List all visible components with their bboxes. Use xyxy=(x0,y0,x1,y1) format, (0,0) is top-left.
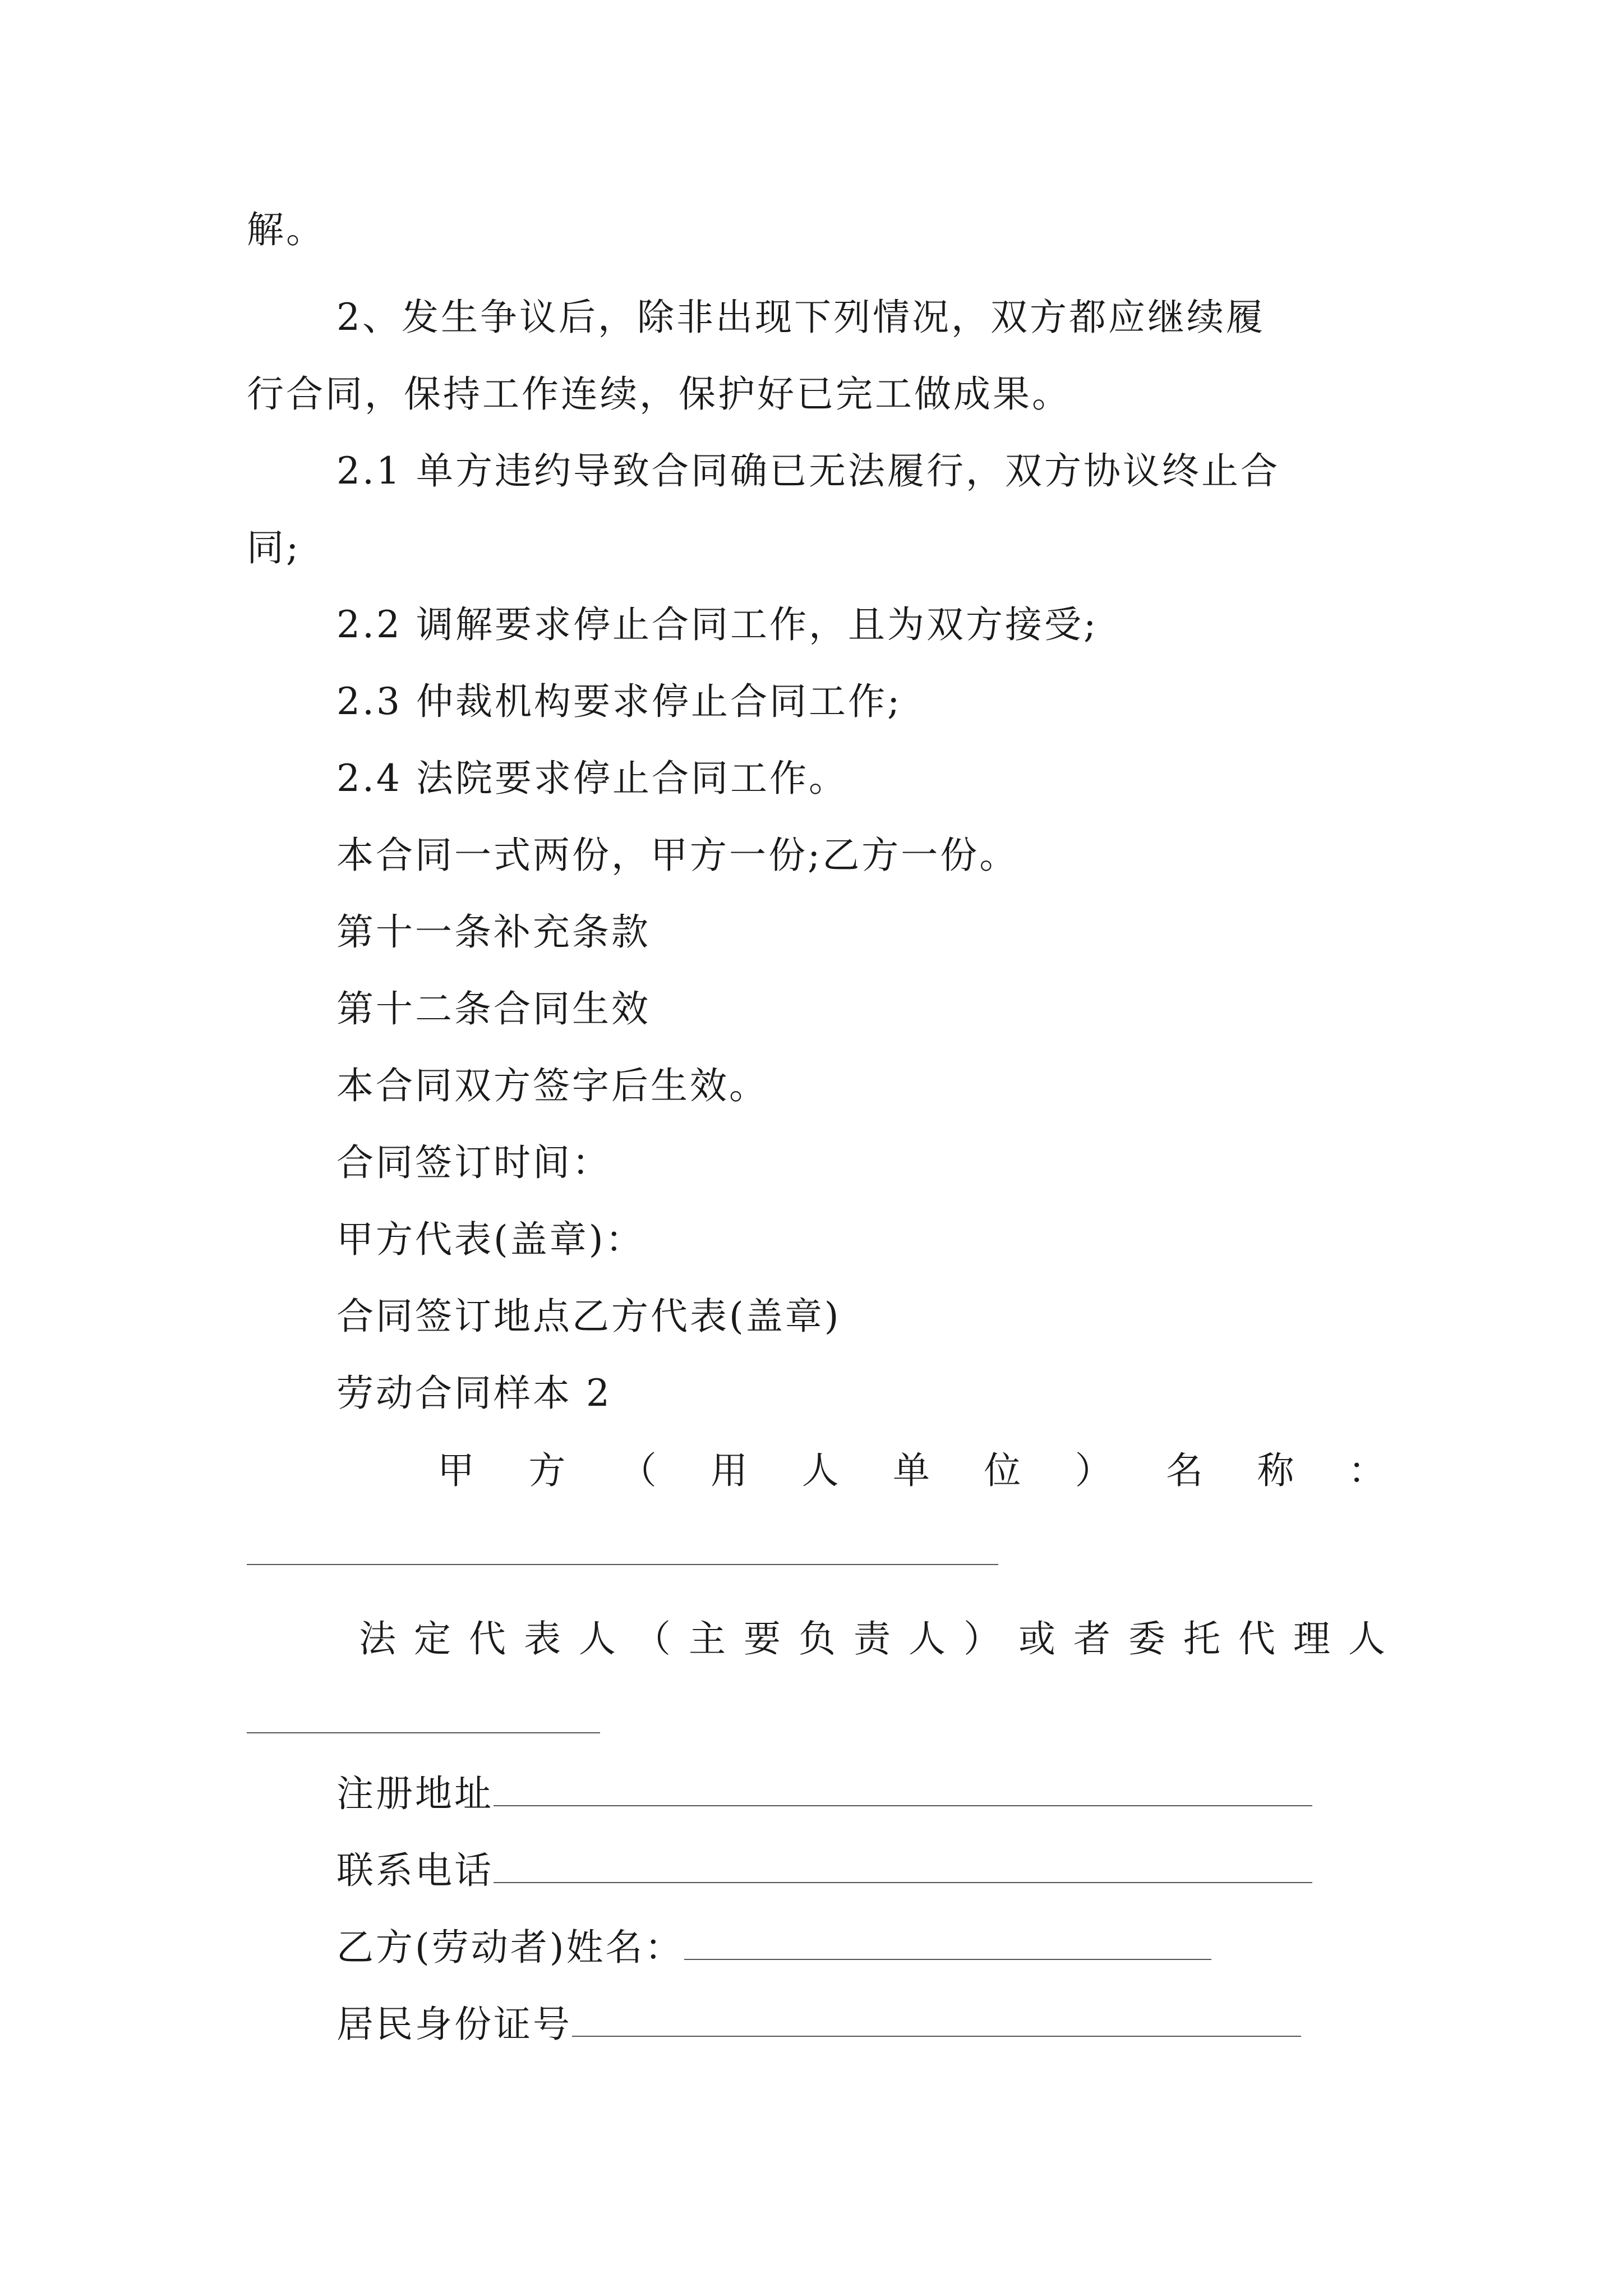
text-line: 合同签订时间： xyxy=(336,1141,611,1184)
label-char: 方 xyxy=(528,1449,566,1492)
label-char: 人 xyxy=(801,1449,839,1492)
text-line: 2、发生争议后，除非出现下列情况，双方都应继续履 xyxy=(336,296,1265,339)
label-char: 代 xyxy=(469,1617,506,1660)
label-char: ） xyxy=(1075,1449,1112,1492)
field-label: 居民身份证号 xyxy=(336,2003,572,2046)
label-char: 托 xyxy=(1183,1617,1220,1660)
field-blank xyxy=(494,1849,1312,1883)
label-char: 称 xyxy=(1257,1449,1294,1492)
registered-address-field xyxy=(336,1772,1312,1816)
label-char: 责 xyxy=(854,1617,891,1660)
text-line: 劳动合同样本 2 xyxy=(336,1372,612,1415)
label-char: 用 xyxy=(711,1449,748,1492)
label-char: 要 xyxy=(744,1617,781,1660)
phone-field xyxy=(336,1848,1312,1893)
label-char: 或 xyxy=(1018,1617,1055,1660)
text-line: 2.3 仲裁机构要求停止合同工作; xyxy=(336,680,902,723)
text-line: 2.2 调解要求停止合同工作，且为双方接受; xyxy=(336,603,1099,646)
label-char: 人 xyxy=(1348,1617,1385,1660)
label-char: （ xyxy=(634,1617,671,1660)
text-line: 行合同，保持工作连续，保护好已完工做成果。 xyxy=(247,372,1071,416)
label-char: 单 xyxy=(892,1449,930,1492)
label-char: 表 xyxy=(524,1617,561,1660)
party-b-name-field xyxy=(336,1925,1211,1970)
field-blank xyxy=(684,1926,1211,1960)
label-char: 负 xyxy=(799,1617,836,1660)
text-line: 第十一条补充条款 xyxy=(336,910,651,954)
field-blank xyxy=(494,1773,1312,1806)
label-char: 名 xyxy=(1166,1449,1204,1492)
label-char: 法 xyxy=(359,1617,396,1660)
label-char: 人 xyxy=(579,1617,616,1660)
label-char: 理 xyxy=(1293,1617,1330,1660)
field-label: 联系电话 xyxy=(336,1849,494,1892)
legal-rep-blank xyxy=(247,1732,600,1733)
label-char: 者 xyxy=(1073,1617,1110,1660)
party-a-name-label xyxy=(437,1448,1385,1493)
label-char: （ xyxy=(619,1449,657,1492)
text-line: 2.1 单方违约导致合同确已无法履行，双方协议终止合 xyxy=(336,449,1280,493)
field-label: 乙方(劳动者)姓名： xyxy=(336,1926,684,1969)
label-char: ： xyxy=(1348,1449,1385,1492)
text-line: 本合同双方签字后生效。 xyxy=(336,1064,768,1107)
text-line: 合同签订地点乙方代表(盖章) xyxy=(336,1295,841,1338)
label-char: ） xyxy=(963,1617,1000,1660)
label-char: 主 xyxy=(689,1617,726,1660)
text-line: 本合同一式两份，甲方一份;乙方一份。 xyxy=(336,834,1019,877)
label-char: 定 xyxy=(414,1617,451,1660)
party-a-name-blank xyxy=(247,1564,998,1565)
legal-rep-label xyxy=(359,1617,1385,1662)
text-line: 同; xyxy=(247,526,301,569)
label-char: 人 xyxy=(909,1617,946,1660)
label-char: 位 xyxy=(984,1449,1021,1492)
text-line: 解。 xyxy=(247,208,325,251)
field-label: 注册地址 xyxy=(336,1772,494,1815)
label-char: 代 xyxy=(1238,1617,1275,1660)
id-number-field xyxy=(336,2002,1301,2047)
text-line: 甲方代表(盖章)： xyxy=(336,1218,645,1261)
text-line: 第十二条合同生效 xyxy=(336,987,651,1030)
label-char: 甲 xyxy=(437,1449,474,1492)
text-line: 2.4 法院要求停止合同工作。 xyxy=(336,757,848,800)
field-blank xyxy=(572,2003,1301,2037)
label-char: 委 xyxy=(1128,1617,1165,1660)
